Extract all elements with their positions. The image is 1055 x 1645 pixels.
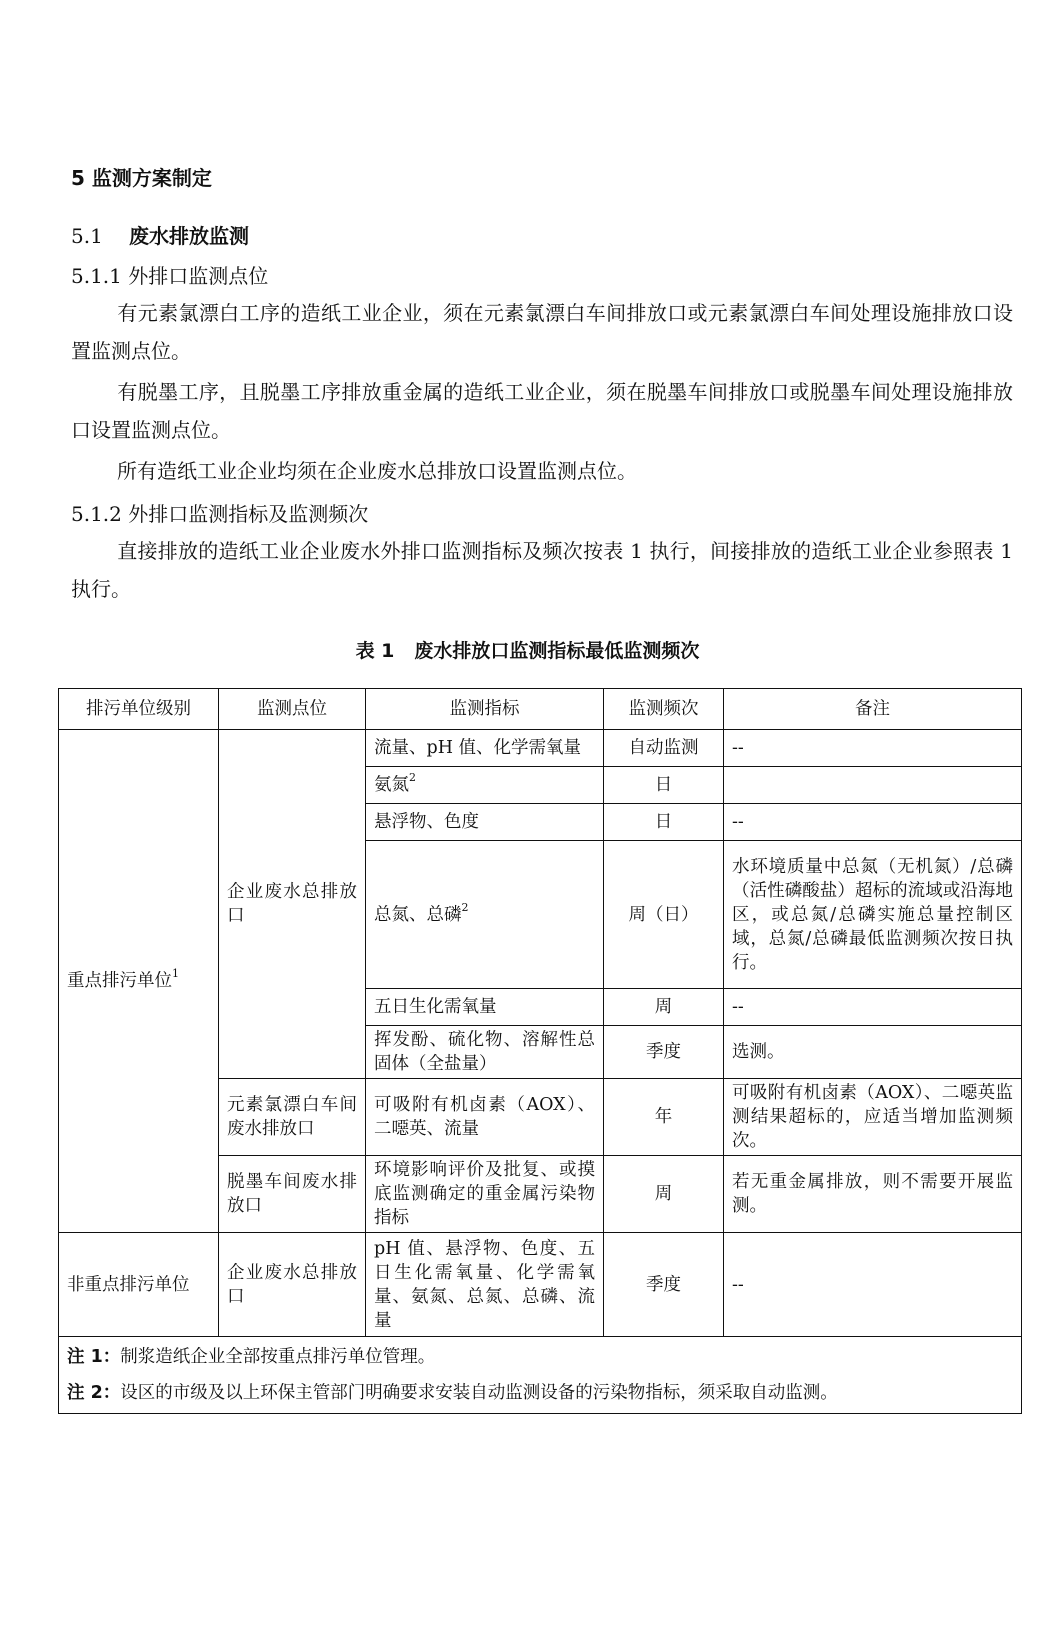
note-cell: 水环境质量中总氮（无机氮）/总磷（活性磷酸盐）超标的流域或沿海地区，或总氮/总磷实施总量控制区域，总氮/总磷最低监测频次按日执行。 xyxy=(724,841,1022,989)
table-notes xyxy=(59,1337,1022,1414)
indicator-cell: 可吸附有机卤素（AOX）、二噁英、流量 xyxy=(366,1079,604,1156)
header-cell: 排污单位级别 xyxy=(59,689,219,730)
indicator-cell: 环境影响评价及批复、或摸底监测确定的重金属污染物指标 xyxy=(366,1156,604,1233)
indicator-cell: 氨氮$^2$ xyxy=(366,767,604,804)
table-note-1: 注 1：制浆造纸企业全部按重点排污单位管理。 xyxy=(67,1347,436,1367)
point-cell-chlorine-bleaching: 元素氯漂白车间废水排放口 xyxy=(219,1079,366,1156)
point-cell-total-outlet-nonkey: 企业废水总排放口 xyxy=(219,1233,366,1337)
header-cell: 监测指标 xyxy=(366,689,604,730)
table-header-row xyxy=(59,689,1022,730)
table-notes-row xyxy=(59,1337,1022,1414)
note-cell: -- xyxy=(724,730,1022,767)
paragraph-chlorine-bleaching: 有元素氯漂白工序的造纸工业企业，须在元素氯漂白车间排放口或元素氯漂白车间处理设施排放口设置监测点位。 xyxy=(71,301,1013,363)
section-heading-5-1 xyxy=(71,220,249,249)
header-cell: 监测频次 xyxy=(604,689,724,730)
frequency-cell: 季度 xyxy=(604,1026,724,1079)
table-caption xyxy=(0,636,1055,663)
paragraph-total-outlet: 所有造纸工业企业均须在企业废水总排放口设置监测点位。 xyxy=(117,459,637,483)
frequency-cell: 年 xyxy=(604,1079,724,1156)
heading-number: 5.1 xyxy=(71,224,103,248)
note-cell: 若无重金属排放，则不需要开展监测。 xyxy=(724,1156,1022,1233)
note-cell xyxy=(724,767,1022,804)
section-heading-5-1-2: 5.1.2 外排口监测指标及监测频次 xyxy=(71,502,369,526)
note-cell: -- xyxy=(724,804,1022,841)
table-row xyxy=(59,730,1022,767)
frequency-cell: 周 xyxy=(604,989,724,1026)
section-heading-5-1-1: 5.1.1 外排口监测点位 xyxy=(71,264,269,288)
note-cell: -- xyxy=(724,989,1022,1026)
indicator-cell: 总氮、总磷$^2$ xyxy=(366,841,604,989)
table-note-2: 注 2：设区的市级及以上环保主管部门明确要求安装自动监测设备的污染物指标，须采取自动监测。 xyxy=(67,1383,838,1403)
monitoring-table xyxy=(58,688,1022,1414)
indicator-cell: pH 值、悬浮物、色度、五日生化需氧量、化学需氧量、氨氮、总氮、总磷、流量 xyxy=(366,1233,604,1337)
indicator-cell: 五日生化需氧量 xyxy=(366,989,604,1026)
frequency-cell: 季度 xyxy=(604,1233,724,1337)
section-heading-5: 5 监测方案制定 xyxy=(71,166,212,190)
paragraph-deinking: 有脱墨工序，且脱墨工序排放重金属的造纸工业企业，须在脱墨车间排放口或脱墨车间处理设施排放口设置监测点位。 xyxy=(71,380,1013,442)
note-cell: 可吸附有机卤素（AOX）、二噁英监测结果超标的，应适当增加监测频次。 xyxy=(724,1079,1022,1156)
frequency-cell: 日 xyxy=(604,804,724,841)
point-cell-total-outlet: 企业废水总排放口 xyxy=(219,730,366,1079)
indicator-cell: 挥发酚、硫化物、溶解性总固体（全盐量） xyxy=(366,1026,604,1079)
indicator-cell: 悬浮物、色度 xyxy=(366,804,604,841)
paragraph-direct-discharge: 直接排放的造纸工业企业废水外排口监测指标及频次按表 1 执行，间接排放的造纸工业企业参照表 1 执行。 xyxy=(71,539,1013,601)
frequency-cell: 周 xyxy=(604,1156,724,1233)
frequency-cell: 自动监测 xyxy=(604,730,724,767)
level-cell-key: 重点排污单位$^1$ xyxy=(59,730,219,1233)
table-caption-title: 废水排放口监测指标最低监测频次 xyxy=(414,640,700,662)
frequency-cell: 周（日） xyxy=(604,841,724,989)
header-cell: 监测点位 xyxy=(219,689,366,730)
point-cell-deinking: 脱墨车间废水排放口 xyxy=(219,1156,366,1233)
indicator-cell: 流量、pH 值、化学需氧量 xyxy=(366,730,604,767)
table-row xyxy=(59,1233,1022,1337)
note-cell: -- xyxy=(724,1233,1022,1337)
note-cell: 选测。 xyxy=(724,1026,1022,1079)
heading-title: 废水排放监测 xyxy=(129,224,249,248)
frequency-cell: 日 xyxy=(604,767,724,804)
level-cell-nonkey: 非重点排污单位 xyxy=(59,1233,219,1337)
header-cell: 备注 xyxy=(724,689,1022,730)
table-caption-number: 表 1 xyxy=(355,640,395,662)
